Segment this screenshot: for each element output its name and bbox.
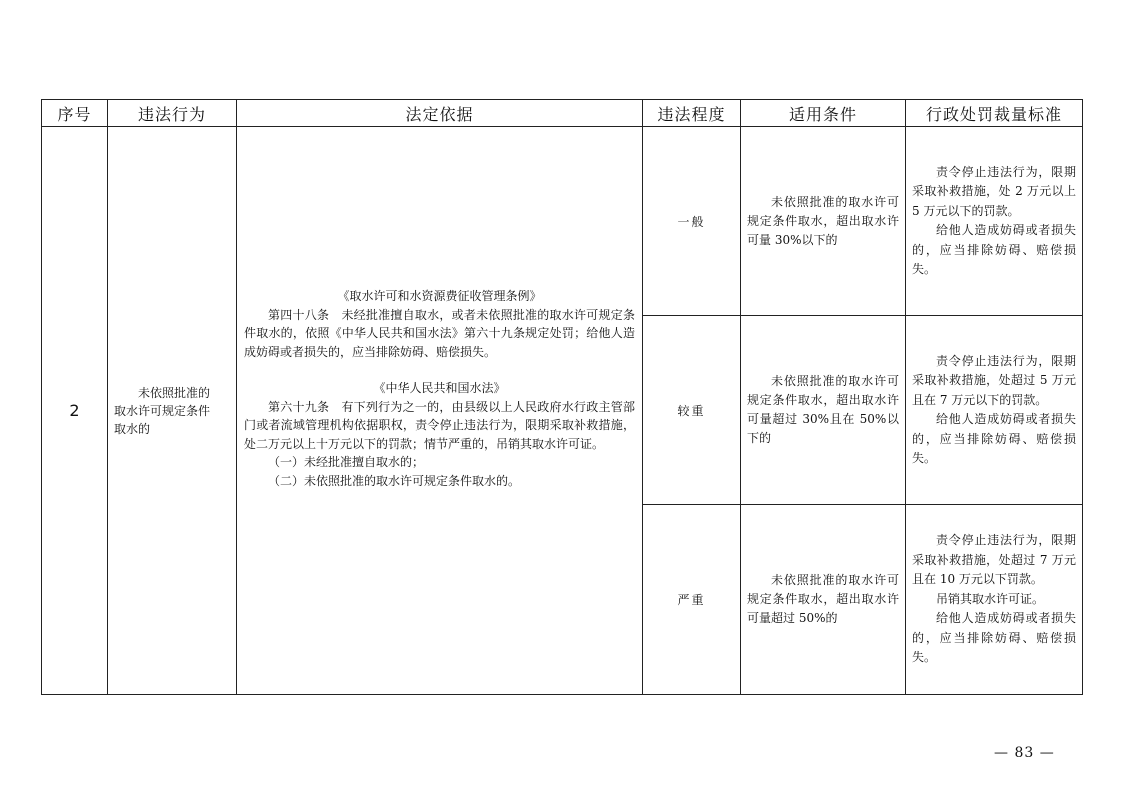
basis-item-1: （一）未经批准擅自取水的； (268, 455, 425, 469)
degree-serious: 较重 (643, 316, 741, 505)
page-number: — 83 — (994, 745, 1055, 761)
penalty-general-line-1: 责令停止违法行为，限期采取补救措施，处 2 万元以上 5 万元以下的罚款。 (912, 164, 1076, 218)
penalty-general-line-2: 给他人造成妨碍或者损失的，应当排除妨碍、赔偿损失。 (912, 223, 1076, 276)
violation-line-3: 取水的 (114, 421, 151, 436)
table-header-row (42, 100, 1083, 127)
penalty-severe-line-3: 给他人造成妨碍或者损失的，应当排除妨碍、赔偿损失。 (912, 611, 1076, 665)
condition-severe-text: 未依照批准的取水许可规定条件取水，超出取水许可量超过 50%的 (747, 573, 899, 625)
basis-article-69: 第六十九条 有下列行为之一的，由县级以上人民政府水行政主管部门或者流域管理机构依据职权，责令停止违法行为，限期采取补救措施，处二万元以上十万元以下的罚款；情节严重的，吊销其取水许可证。 (244, 399, 635, 451)
row-number: 2 (42, 127, 108, 695)
basis-title-1: 《取水许可和水资源费征收管理条例》 (337, 289, 542, 303)
penalty-severe (906, 505, 1083, 695)
header-violation: 违法行为 (108, 100, 237, 127)
violation-cell (108, 127, 237, 695)
condition-general (741, 127, 906, 316)
condition-serious-text: 未依照批准的取水许可规定条件取水，超出取水许可量超过 30%且在 50%以下的 (747, 374, 899, 445)
penalty-severe-line-1: 责令停止违法行为，限期采取补救措施，处超过 7 万元且在 10 万元以下罚款。 (912, 533, 1076, 587)
violation-line-1: 未依照批准的 (138, 385, 211, 400)
header-serial-no: 序号 (42, 100, 108, 127)
penalty-serious (906, 316, 1083, 505)
header-penalty-standard: 行政处罚裁量标准 (906, 100, 1083, 127)
condition-serious (741, 316, 906, 505)
penalty-serious-line-1: 责令停止违法行为，限期采取补救措施，处超过 5 万元且在 7 万元以下的罚款。 (912, 353, 1076, 407)
violation-line-2: 取水许可规定条件 (114, 403, 211, 418)
basis-title-2: 《中华人民共和国水法》 (373, 381, 506, 395)
penalty-standard-table (41, 99, 1083, 695)
degree-severe: 严重 (643, 505, 741, 695)
header-degree: 违法程度 (643, 100, 741, 127)
penalty-severe-line-2: 吊销其取水许可证。 (936, 591, 1045, 606)
condition-severe (741, 505, 906, 695)
penalty-serious-line-2: 给他人造成妨碍或者损失的，应当排除妨碍、赔偿损失。 (912, 412, 1076, 465)
legal-basis-cell (237, 127, 643, 695)
header-condition: 适用条件 (741, 100, 906, 127)
table-row (42, 127, 1083, 316)
header-legal-basis: 法定依据 (237, 100, 643, 127)
degree-general: 一般 (643, 127, 741, 316)
basis-article-48: 第四十八条 未经批准擅自取水，或者未依照批准的取水许可规定条件取水的，依照《中华人民共和国水法》第六十九条规定处罚；给他人造成妨碍或者损失的，应当排除妨碍、赔偿损失。 (244, 307, 635, 359)
basis-item-2: （二）未依照批准的取水许可规定条件取水的。 (268, 473, 521, 488)
penalty-general (906, 127, 1083, 316)
condition-general-text: 未依照批准的取水许可规定条件取水，超出取水许可量 30%以下的 (747, 194, 899, 247)
